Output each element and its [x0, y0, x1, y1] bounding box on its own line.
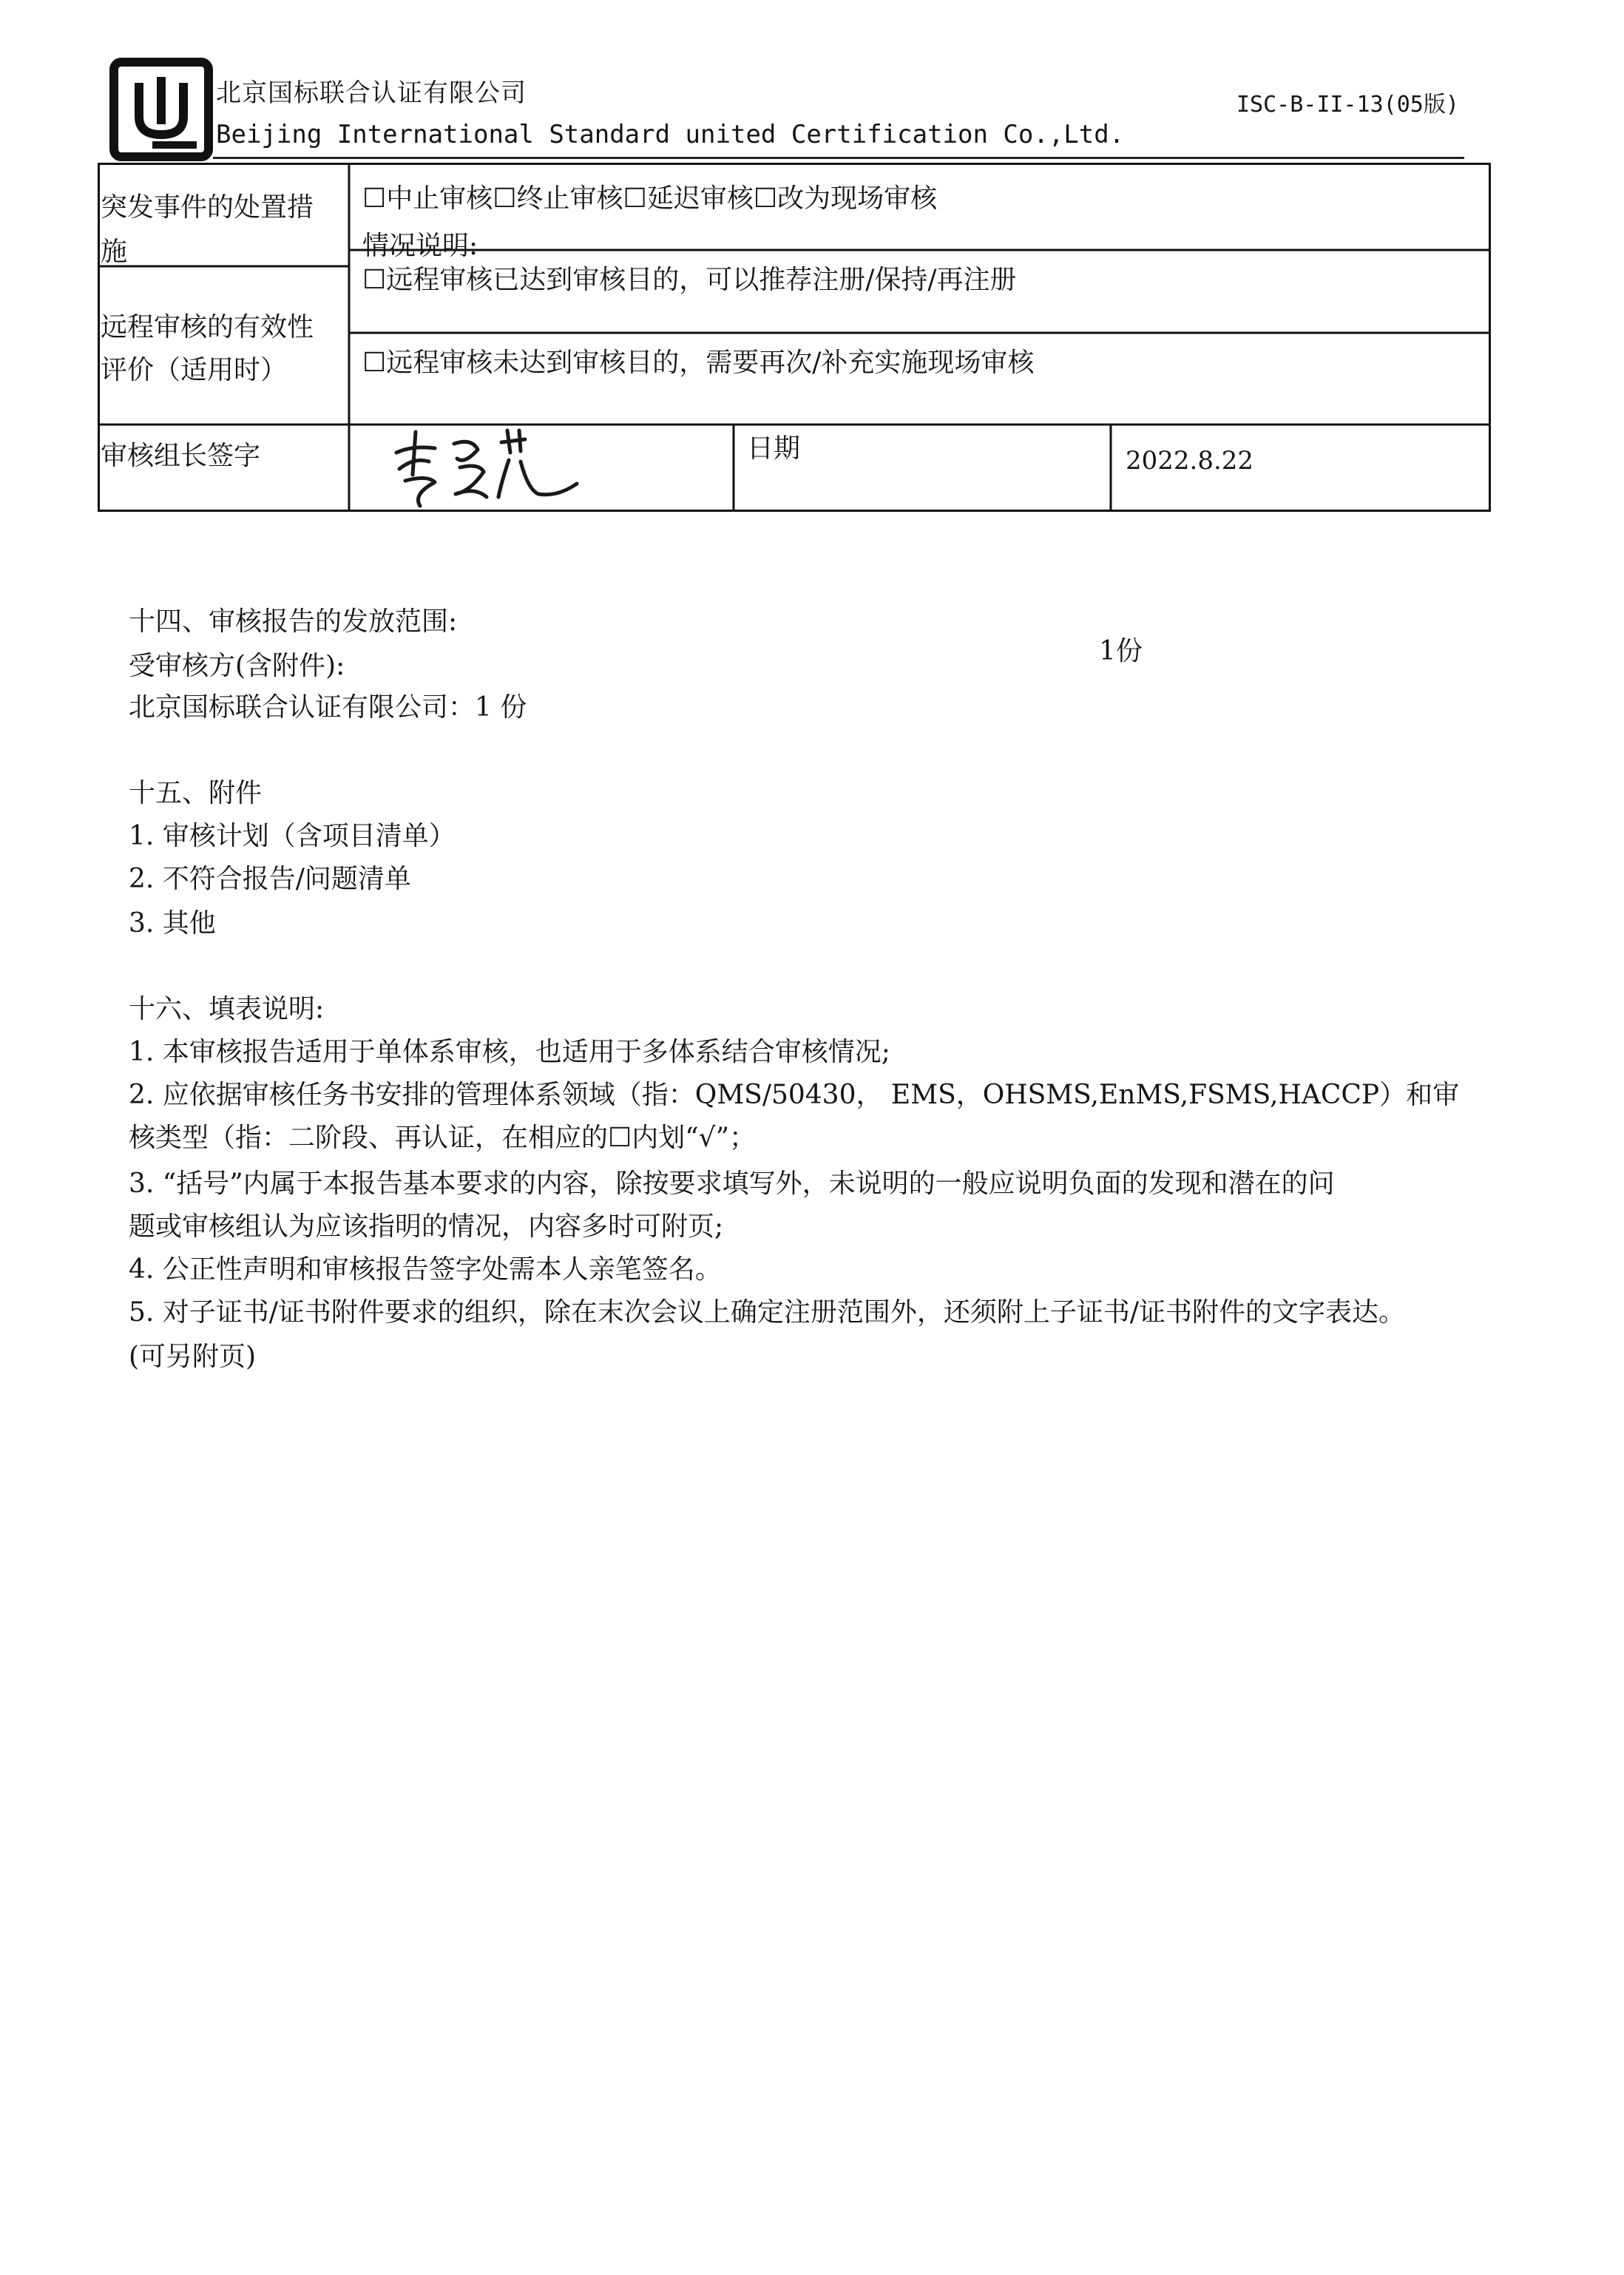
validity-option-not-achieved[interactable]: ☐远程审核未达到审核目的，需要再次/补充实施现场审核	[362, 348, 1035, 378]
date-value: 2022.8.22	[1126, 446, 1254, 476]
leader-sign-label: 审核组长签字	[101, 441, 261, 471]
instruction-line: 题或审核组认为应该指明的情况，内容多时可附页;	[129, 1211, 724, 1242]
emergency-label: 突发事件的处置措	[101, 192, 314, 223]
handwritten-signature	[383, 423, 581, 512]
attachment-item: 3. 其他	[129, 908, 216, 939]
attachment-item: 2. 不符合报告/问题清单	[129, 864, 411, 894]
section14-title: 十四、审核报告的发放范围:	[129, 606, 458, 637]
validity-label: 远程审核的有效性	[101, 312, 314, 342]
instruction-line: 1. 本审核报告适用于单体系审核，也适用于多体系结合审核情况;	[129, 1037, 890, 1067]
instruction-line: (可另附页)	[129, 1342, 257, 1372]
section14-auditee: 受审核方(含附件):	[129, 651, 345, 681]
instruction-line: 4. 公正性声明和审核报告签字处需本人亲笔签名。	[129, 1254, 722, 1285]
section14-auditee-copies: 1份	[1099, 636, 1143, 666]
company-name-en: Beijing International Standard united Certification Co.,Ltd.	[216, 120, 1125, 149]
instruction-line: 3. “括号”内属于本报告基本要求的内容，除按要求填写外，未说明的一般应说明负面的发现和潜在的问	[129, 1169, 1335, 1199]
emergency-label-cont: 施	[101, 237, 128, 267]
section15-title: 十五、附件	[129, 778, 263, 808]
company-name-cn: 北京国标联合认证有限公司	[216, 78, 527, 108]
validity-option-achieved[interactable]: ☐远程审核已达到审核目的，可以推荐注册/保持/再注册	[362, 265, 1017, 295]
instruction-line: 核类型（指：二阶段、再认证，在相应的☐内划“√”；	[129, 1123, 757, 1153]
document-code: ISC-B-II-13(05版)	[1236, 92, 1459, 118]
header-rule	[213, 157, 1464, 159]
section16-title: 十六、填表说明:	[129, 994, 325, 1024]
section14-company-copies: 北京国标联合认证有限公司：1 份	[129, 692, 527, 723]
emergency-options[interactable]: ☐中止审核☐终止审核☐延迟审核☐改为现场审核	[362, 183, 938, 214]
instruction-line: 5. 对子证书/证书附件要求的组织，除在末次会议上确定注册范围外，还须附上子证书/证书附件的文字表达。	[129, 1297, 1406, 1328]
validity-label-cont: 评价（适用时）	[101, 355, 288, 385]
attachment-item: 1. 审核计划（含项目清单）	[129, 821, 456, 851]
company-logo-icon	[109, 58, 213, 161]
situation-note-label: 情况说明:	[362, 231, 478, 261]
date-label: 日期	[747, 433, 801, 464]
instruction-line: 2. 应依据审核任务书安排的管理体系领域（指：QMS/50430， EMS，OHSMS,EnMS,FSMS,HACCP）和审	[129, 1080, 1460, 1110]
